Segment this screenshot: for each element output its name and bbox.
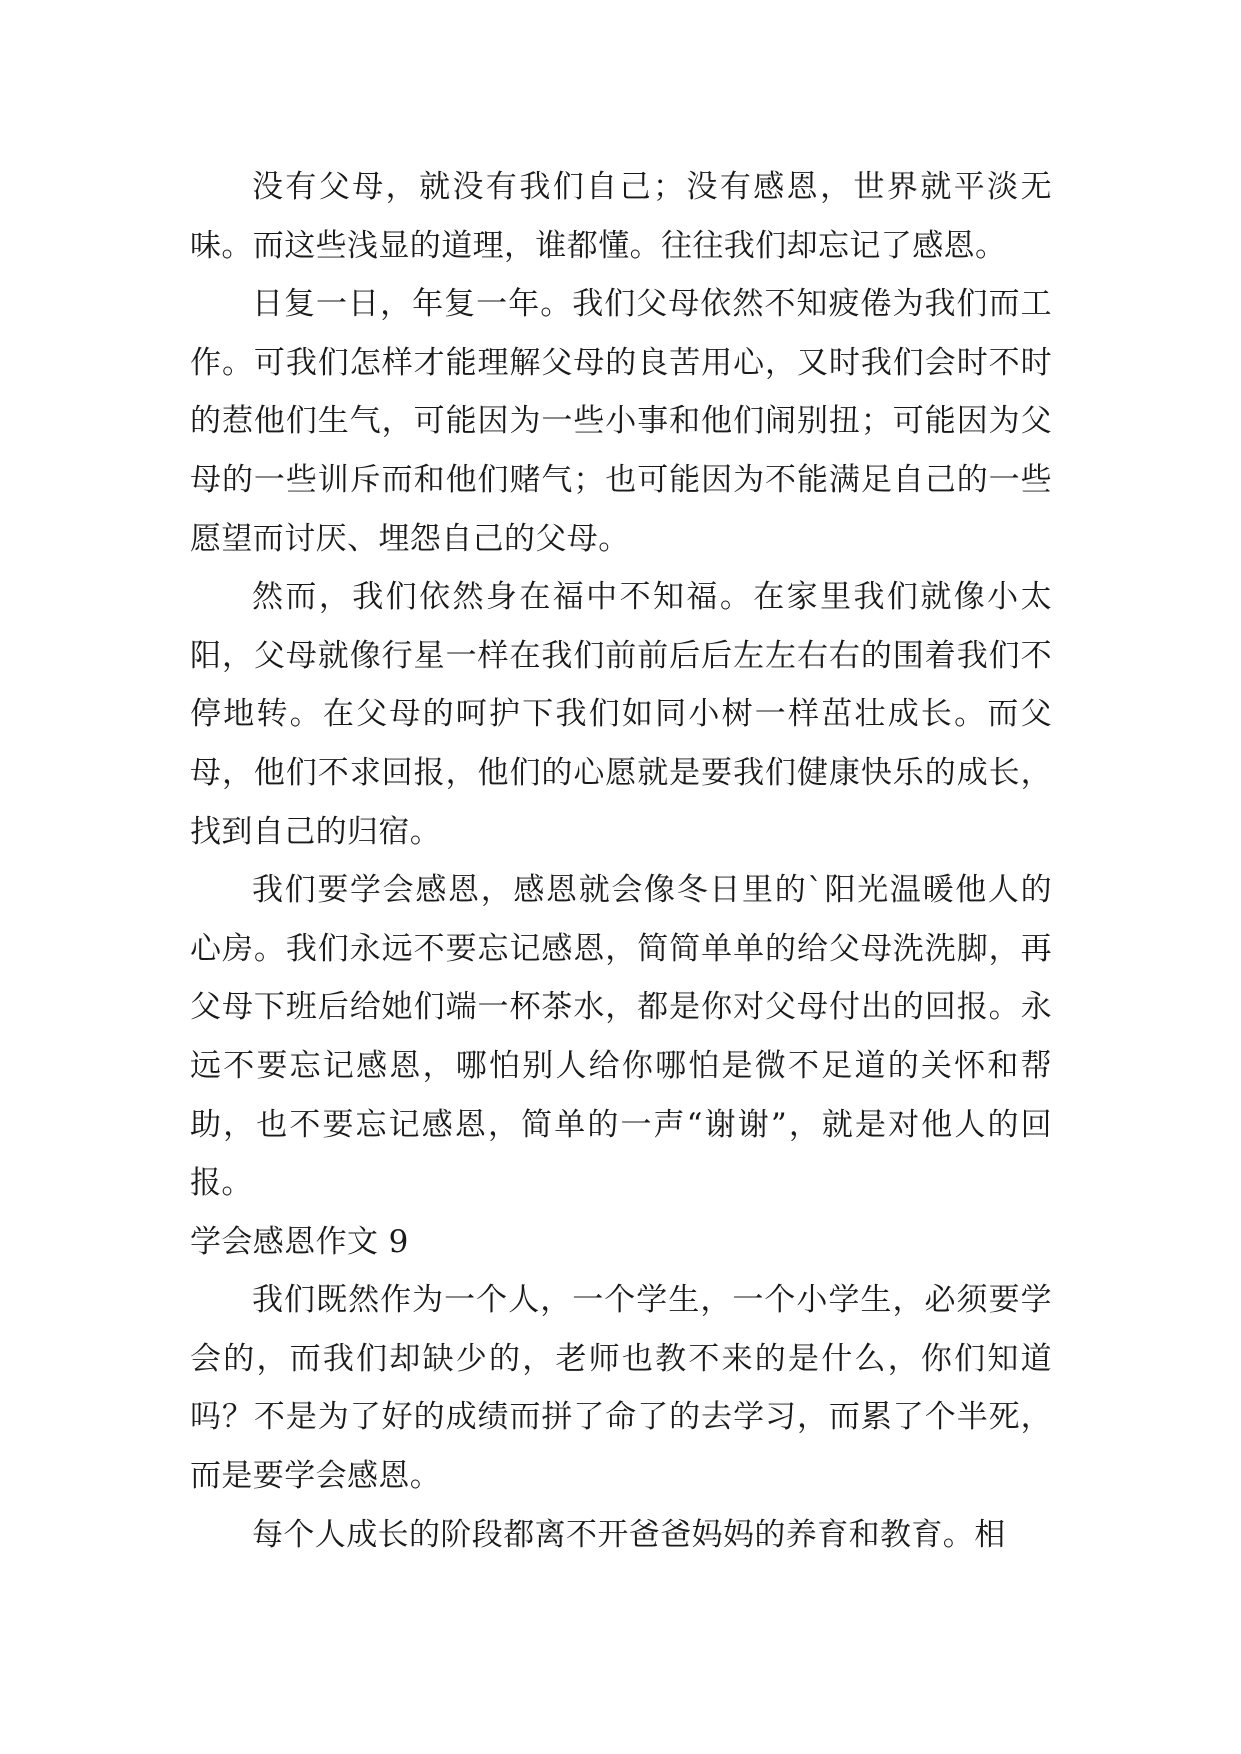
paragraph: 我们要学会感恩，感恩就会像冬日里的`阳光温暖他人的心房。我们永远不要忘记感恩，简简单单的给父母洗洗脚，再父母下班后给她们端一杯茶水，都是你对父母付出的回报。永远不要忘记感恩，哪怕别人给你哪怕是微不足道的关怀和帮助，也不要忘记感恩，简单的一声“谢谢”，就是对他人的回报。 — [190, 872, 1052, 1202]
section-heading: 学会感恩作文 9 — [190, 1223, 409, 1260]
paragraph: 然而，我们依然身在福中不知福。在家里我们就像小太阳，父母就像行星一样在我们前前后后左左右右的围着我们不停地转。在父母的呵护下我们如同小树一样茁壮成长。而父母，他们不求回报，他们的心愿就是要我们健康快乐的成长，找到自己的归宿。 — [190, 579, 1052, 850]
paragraph: 每个人成长的阶段都离不开爸爸妈妈的养育和教育。相 — [252, 1516, 1006, 1553]
paragraph: 我们既然作为一个人，一个学生，一个小学生，必须要学会的，而我们却缺少的，老师也教不来的是什么，你们知道吗？不是为了好的成绩而拼了命了的去学习，而累了个半死，而是要学会感恩。 — [190, 1282, 1052, 1495]
document-body — [190, 158, 1052, 1564]
paragraph: 没有父母，就没有我们自己；没有感恩，世界就平淡无味。而这些浅显的道理，谁都懂。往往我们却忘记了感恩。 — [190, 169, 1052, 264]
paragraph: 日复一日，年复一年。我们父母依然不知疲倦为我们而工作。可我们怎样才能理解父母的良苦用心，又时我们会时不时的惹他们生气，可能因为一些小事和他们闹别扭；可能因为父母的一些训斥而和他们赌气；也可能因为不能满足自己的一些愿望而讨厌、埋怨自己的父母。 — [190, 286, 1052, 557]
